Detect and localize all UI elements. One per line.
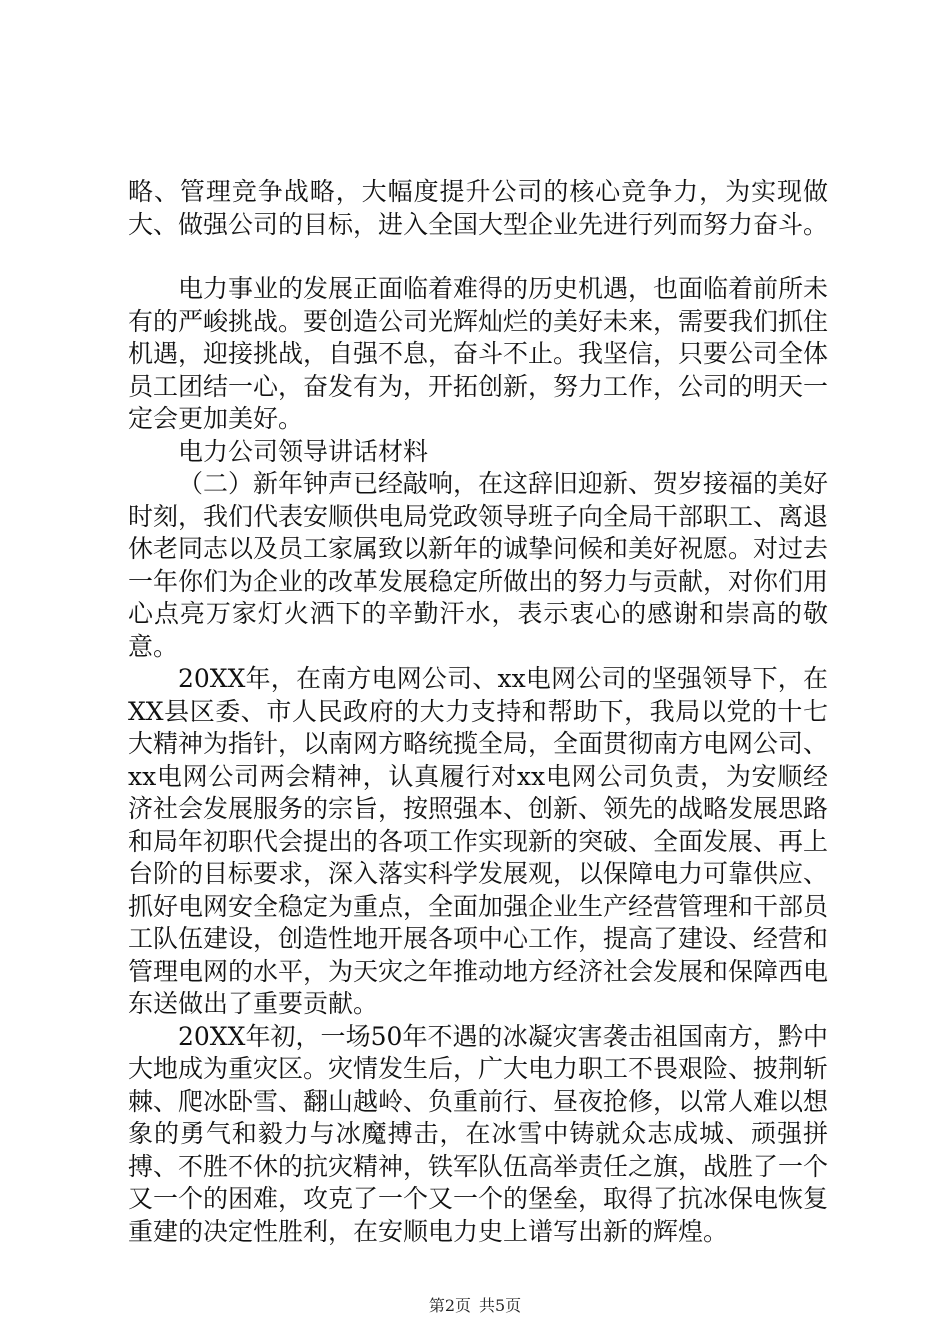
section-heading: 电力公司领导讲话材料	[178, 436, 429, 466]
paragraph-ice-disaster: 20XX年初，一场50年不遇的冰凝灾害袭击祖国南方，黔中大地成为重灾区。灾情发生后，广大电力职工不畏艰险、披荆斩棘、爬冰卧雪、翻山越岭、负重前行、昼夜抢修，以常人难以想象的勇气和毅力与冰魔搏击，在冰雪中铸就众志成城、顽强拼搏、不胜不休的抗灾精神，铁军队伍高举责任之旗，战胜了一个又一个的困难，攻克了一个又一个的堡垒，取得了抗冰保电恢复重建的决定性胜利，在安顺电力史上谱写出新的辉煌。	[128, 1021, 829, 1246]
paragraph-continuation: 略、管理竞争战略，大幅度提升公司的核心竞争力，为实现做大、做强公司的目标，进入全国大型企业先进行列而努力奋斗。	[128, 177, 829, 239]
paragraph-new-year: （二）新年钟声已经敲响，在这辞旧迎新、贺岁接福的美好时刻，我们代表安顺供电局党政领导班子向全局干部职工、离退休老同志以及员工家属致以新年的诚挚问候和美好祝愿。对过去一年你们为企业的改革发展稳定所做出的努力与贡献，对你们用心点亮万家灯火洒下的辛勤汗水，表示衷心的感谢和崇高的敬意。	[128, 469, 829, 661]
paragraph-achievements: 20XX年，在南方电网公司、xx电网公司的坚强领导下，在XX县区委、市人民政府的大力支持和帮助下，我局以党的十七大精神为指针，以南网方略统揽全局，全面贯彻南方电网公司、xx电网公司两会精神，认真履行对xx电网公司负责，为安顺经济社会发展服务的宗旨，按照强本、创新、领先的战略发展思路和局年初职代会提出的各项工作实现新的突破、全面发展、再上台阶的目标要求，深入落实科学发展观，以保障电力可靠供应、抓好电网安全稳定为重点，全面加强企业生产经营管理和干部员工队伍建设，创造性地开展各项中心工作，提高了建设、经营和管理电网的水平，为天灾之年推动地方经济社会发展和保障西电东送做出了重要贡献。	[128, 664, 829, 1018]
page-number-total: 共5页	[479, 1296, 522, 1315]
document-body	[128, 176, 828, 1248]
paragraph-opportunity: 电力事业的发展正面临着难得的历史机遇，也面临着前所未有的严峻挑战。要创造公司光辉灿烂的美好未来，需要我们抓住机遇，迎接挑战，自强不息，奋斗不止。我坚信，只要公司全体员工团结一心，奋发有为，开拓创新，努力工作，公司的明天一定会更加美好。	[128, 274, 829, 433]
paragraph-spacer	[128, 241, 828, 273]
page-footer	[0, 1296, 950, 1316]
page-number-current: 第2页	[428, 1296, 471, 1315]
